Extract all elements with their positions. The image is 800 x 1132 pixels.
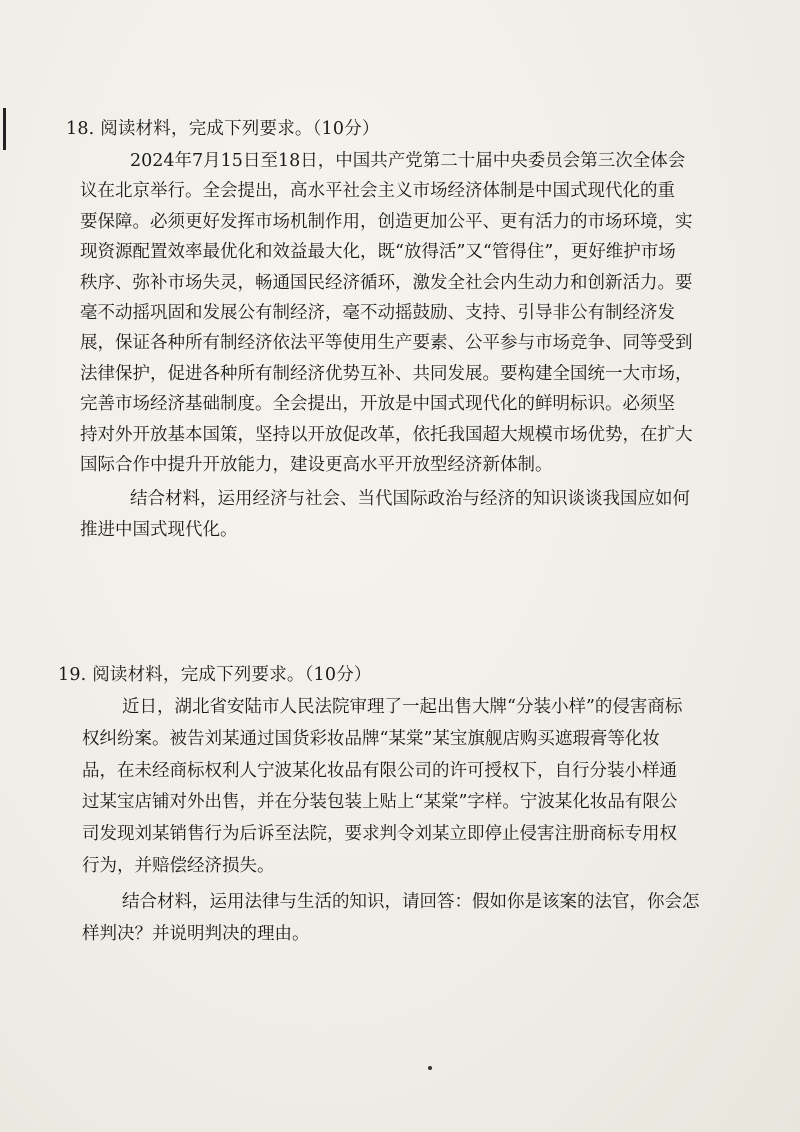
question-19-header: 19. 阅读材料，完成下列要求。（10分） bbox=[58, 665, 372, 685]
q19-task-line: 样判决？并说明判决的理由。 bbox=[82, 923, 310, 944]
q19-task-line: 结合材料，运用法律与生活的知识，请回答：假如你是该案的法官，你会怎 bbox=[122, 891, 700, 912]
q18-material-line: 要保障。必须更好发挥市场机制作用，创造更加公平、更有活力的市场环境，实 bbox=[80, 211, 693, 232]
question-18 bbox=[66, 112, 756, 545]
q19-material-line: 权纠纷案。被告刘某通过国货彩妆品牌“某棠”某宝旗舰店购买遮瑕膏等化妆 bbox=[82, 728, 660, 749]
q18-task-line: 推进中国式现代化。 bbox=[80, 519, 238, 540]
q19-material-line: 行为，并赔偿经济损失。 bbox=[82, 855, 275, 876]
q18-material-line: 毫不动摇巩固和发展公有制经济，毫不动摇鼓励、支持、引导非公有制经济发 bbox=[80, 303, 675, 324]
q19-material-line: 司发现刘某销售行为后诉至法院，要求判令刘某立即停止侵害注册商标专用权 bbox=[82, 824, 677, 845]
q19-material-line: 近日，湖北省安陆市人民法院审理了一起出售大牌“分装小样”的侵害商标 bbox=[122, 697, 683, 717]
scan-edge-mark bbox=[3, 108, 6, 150]
question-18-header: 18. 阅读材料，完成下列要求。（10分） bbox=[66, 119, 380, 139]
q18-material-line: 国际合作中提升开放能力，建设更高水平开放型经济新体制。 bbox=[80, 455, 553, 476]
scan-speck bbox=[428, 1066, 432, 1070]
q18-task-line: 结合材料，运用经济与社会、当代国际政治与经济的知识谈谈我国应如何 bbox=[130, 489, 690, 510]
q18-material-line: 持对外开放基本国策，坚持以开放促改革，依托我国超大规模市场优势，在扩大 bbox=[80, 424, 693, 445]
question-19 bbox=[58, 658, 748, 950]
q18-material-line: 议在北京举行。全会提出，高水平社会主义市场经济体制是中国式现代化的重 bbox=[80, 181, 675, 202]
q18-material-line: 秩序、弥补市场失灵，畅通国民经济循环，激发全社会内生动力和创新活力。要 bbox=[80, 272, 693, 293]
q18-material-line: 法律保护，促进各种所有制经济优势互补、共同发展。要构建全国统一大市场， bbox=[80, 363, 693, 384]
q19-material-line: 过某宝店铺对外出售，并在分装包装上贴上“某棠”字样。宁波某化妆品有限公 bbox=[82, 792, 678, 813]
q19-material-line: 品，在未经商标权利人宁波某化妆品有限公司的许可授权下，自行分装小样通 bbox=[82, 760, 677, 781]
q18-material-line: 现资源配置效率最优化和效益最大化，既“放得活”又“管得住”，更好维护市场 bbox=[80, 242, 676, 263]
q18-material-line: 完善市场经济基础制度。全会提出，开放是中国式现代化的鲜明标识。必须坚 bbox=[80, 394, 675, 415]
q18-material-line: 展，保证各种所有制经济依法平等使用生产要素、公平参与市场竞争、同等受到 bbox=[80, 333, 693, 354]
q18-material-line: 2024年7月15日至18日，中国共产党第二十届中央委员会第三次全体会 bbox=[130, 151, 686, 171]
